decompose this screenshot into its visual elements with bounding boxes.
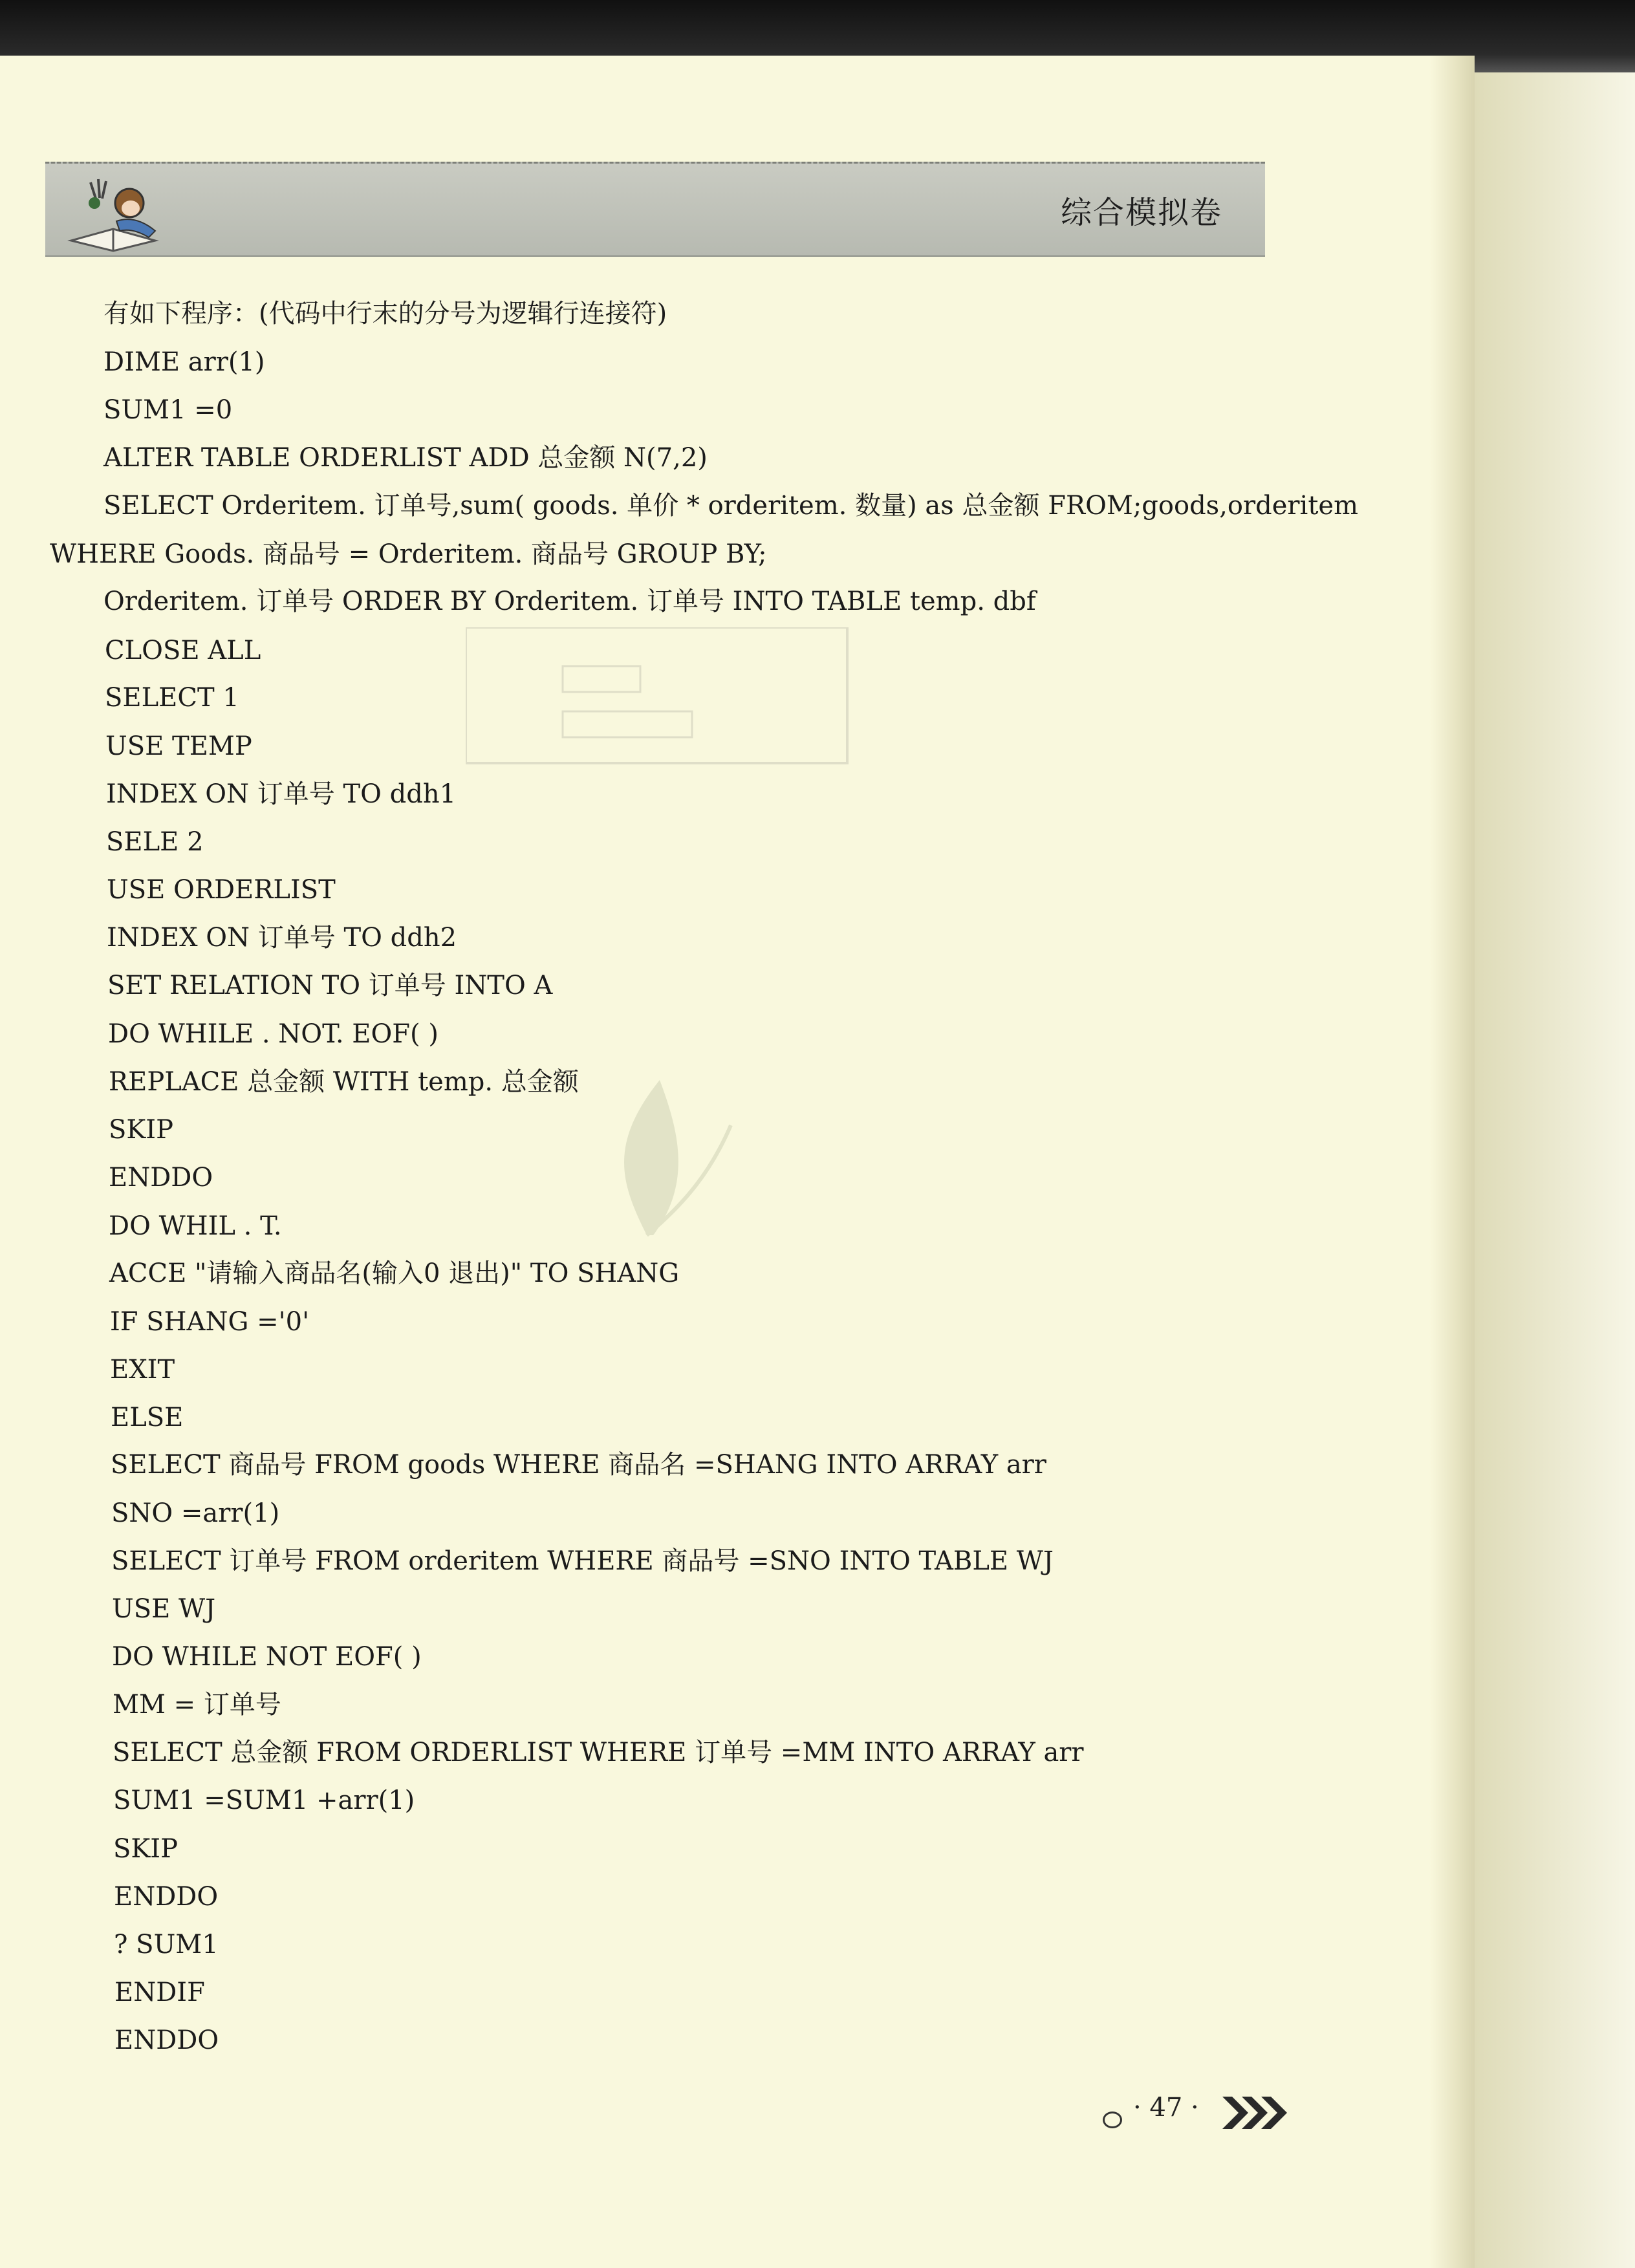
code-line: SUM1 =0 [103, 395, 233, 425]
code-line: MM = 订单号 [113, 1690, 281, 1720]
code-line: IF SHANG ='0' [110, 1307, 310, 1337]
code-line: DO WHILE . NOT. EOF( ) [108, 1019, 439, 1049]
code-line: ENDDO [114, 1882, 219, 1912]
code-line: INDEX ON 订单号 TO ddh2 [107, 923, 457, 953]
code-line: SELECT 商品号 FROM goods WHERE 商品名 =SHANG INTO ARRAY arr [111, 1450, 1046, 1480]
code-line: ENDDO [114, 2025, 219, 2055]
code-line: USE ORDERLIST [107, 875, 336, 905]
code-line: ? SUM1 [114, 1930, 219, 1960]
scan-right-margin [1475, 72, 1635, 2268]
code-line: SELE 2 [106, 827, 204, 857]
code-line: SELECT 订单号 FROM orderitem WHERE 商品号 =SNO INTO TABLE WJ [111, 1546, 1054, 1576]
chevron-right-icon [1219, 2090, 1290, 2135]
code-line: DIME arr(1) [103, 347, 265, 377]
code-line: REPLACE 总金额 WITH temp. 总金额 [109, 1067, 579, 1097]
code-line: SELECT 1 [105, 683, 239, 713]
code-line: SUM1 =SUM1 +arr(1) [113, 1786, 415, 1815]
code-line: EXIT [110, 1355, 175, 1385]
code-line: ELSE [111, 1403, 184, 1432]
code-line: SELECT 总金额 FROM ORDERLIST WHERE 订单号 =MM INTO ARRAY arr [113, 1738, 1084, 1767]
code-line: ACCE "请输入商品名(输入0 退出)" TO SHANG [109, 1258, 680, 1288]
page-number: · 47 · [1133, 2093, 1199, 2122]
code-line: ENDIF [114, 1978, 205, 2007]
code-line: SET RELATION TO 订单号 INTO A [107, 971, 553, 1000]
code-line: SELECT Orderitem. 订单号,sum( goods. 单价 * orderitem. 数量) as 总金额 FROM;goods,orderitem [103, 491, 1358, 521]
code-line: ALTER TABLE ORDERLIST ADD 总金额 N(7,2) [103, 443, 708, 473]
reading-child-icon [52, 169, 181, 254]
page-dot-icon [1103, 2111, 1122, 2128]
code-line: Orderitem. 订单号 ORDER BY Orderitem. 订单号 INTO TABLE temp. dbf [103, 587, 1036, 616]
code-line: INDEX ON 订单号 TO ddh1 [106, 779, 457, 809]
page-edge [1429, 56, 1475, 2268]
code-line: USE WJ [112, 1594, 216, 1624]
section-title: 综合模拟卷 [1061, 195, 1223, 231]
code-line: SNO =arr(1) [111, 1498, 280, 1528]
code-line: DO WHIL . T. [109, 1211, 282, 1241]
intro-line: 有如下程序：(代码中行末的分号为逻辑行连接符) [103, 299, 667, 329]
code-line: DO WHILE NOT EOF( ) [112, 1642, 422, 1672]
code-line: WHERE Goods. 商品号 = Orderitem. 商品号 GROUP BY; [50, 539, 767, 569]
code-line: SKIP [113, 1834, 178, 1864]
code-line: SKIP [109, 1115, 173, 1145]
code-line: ENDDO [109, 1163, 213, 1193]
code-line: USE TEMP [105, 731, 252, 761]
book-page [0, 56, 1468, 2268]
code-line: CLOSE ALL [105, 636, 261, 665]
